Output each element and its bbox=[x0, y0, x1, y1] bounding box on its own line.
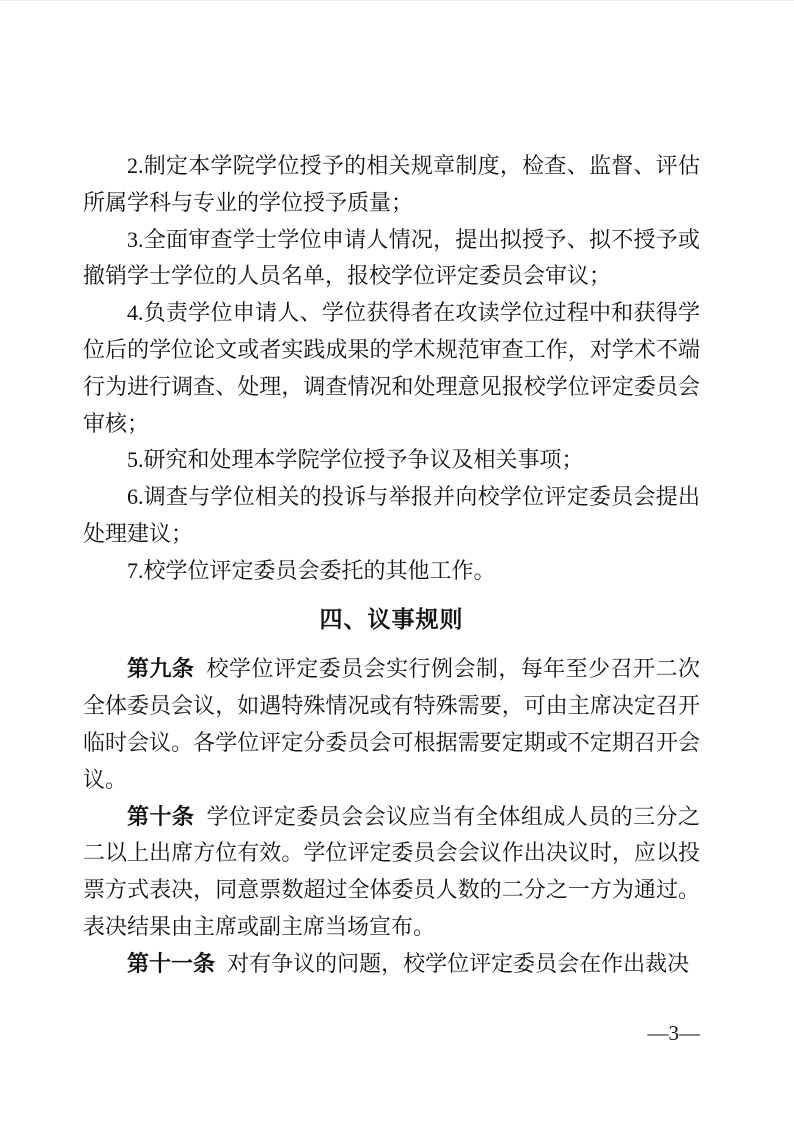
article-text-11: 对有争议的问题，校学位评定委员会在作出裁决 bbox=[227, 950, 690, 976]
duty-item-4: 4.负责学位申请人、学位获得者在攻读学位过程中和获得学位后的学位论文或者实践成果的学术规范审查工作，对学术不端行为进行调查、处理，调查情况和处理意见报校学位评定委员会审核； bbox=[83, 300, 700, 436]
article-paragraph-10 bbox=[83, 799, 700, 946]
page-number: —3— bbox=[647, 1021, 700, 1045]
duty-item-7: 7.校学位评定委员会委托的其他工作。 bbox=[127, 557, 496, 583]
article-label-11: 第十一条 bbox=[127, 950, 216, 976]
article-paragraph-9 bbox=[83, 651, 700, 798]
article-label-10: 第十条 bbox=[127, 803, 195, 829]
article-label-9: 第九条 bbox=[127, 656, 195, 682]
article-paragraph-11 bbox=[83, 946, 700, 983]
article-text-9: 校学位评定委员会实行例会制，每年至少召开二次全体委员会议，如遇特殊情况或有特殊需要，可由主席决定召开临时会议。各学位评定分委员会可根据需要定期或不定期召开会议。 bbox=[83, 656, 700, 792]
document-body bbox=[83, 148, 700, 983]
duty-item-5: 5.研究和处理本学院学位授予争议及相关事项； bbox=[127, 447, 584, 473]
duty-item-3: 3.全面审查学士学位申请人情况，提出拟授予、拟不授予或撤销学士学位的人员名单，报校学位评定委员会审议； bbox=[83, 226, 700, 289]
article-text-10: 学位评定委员会会议应当有全体组成人员的三分之二以上出席方位有效。学位评定委员会会议作出决议时，应以投票方式表决，同意票数超过全体委员人数的二分之一方为通过。表决结果由主席或副主席当场宣布。 bbox=[83, 803, 700, 939]
duty-item-6: 6.调查与学位相关的投诉与举报并向校学位评定委员会提出处理建议； bbox=[83, 484, 700, 546]
duty-item-2: 2.制定本学院学位授予的相关规章制度，检查、监督、评估所属学科与专业的学位授予质量； bbox=[83, 153, 700, 215]
section-heading: 四、议事规则 bbox=[319, 605, 464, 632]
